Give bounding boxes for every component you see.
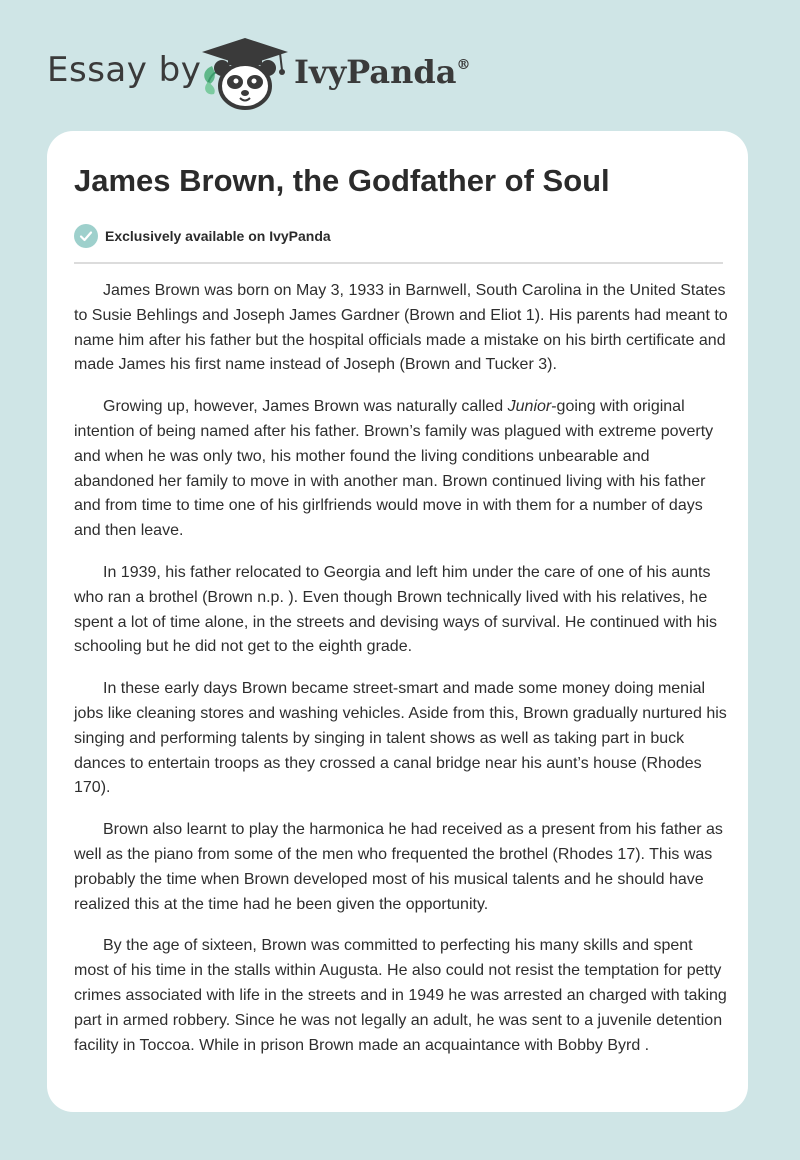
divider <box>74 262 723 264</box>
checkmark-icon <box>74 224 98 248</box>
registered-mark: ® <box>456 57 471 73</box>
panda-graduation-cap-icon[interactable] <box>200 36 290 112</box>
page-title: James Brown, the Godfather of Soul <box>74 163 610 198</box>
essay-by-label: Essay by <box>47 50 202 90</box>
exclusive-badge-label: Exclusively available on IvyPanda <box>105 228 331 244</box>
brand-name[interactable]: IvyPanda® <box>294 53 471 91</box>
paragraph: James Brown was born on May 3, 1933 in Barnwell, South Carolina in the United States to Susie Behlings and Joseph James Gardner (Brown and Eliot 1). His parents had meant to name him after his father but the hospital officials made a mistake on his birth certificate and made James his first name instead of Joseph (Brown and Tucker 3). <box>74 282 728 374</box>
essay-card <box>47 131 748 1112</box>
exclusive-badge <box>74 223 331 249</box>
paragraph: Growing up, however, James Brown was naturally called Junior-going with original intention of being named after his father. Brown’s family was plagued with extreme poverty and when he was only two, his mother found the living conditions unbearable and abandoned her family to move in with another man. Brown continued living with his father and from time to time one of his girlfriends would move in with them for a number of days and then leave. <box>74 398 714 540</box>
paragraph: Brown also learnt to play the harmonica he had received as a present from his father as well as the piano from some of the men who frequented the brothel (Rhodes 17). This was probably the time when Brown developed most of his musical talents and he should have realized this at the time had he been given the opportunity. <box>74 821 723 913</box>
site-header <box>0 0 800 130</box>
paragraph: In 1939, his father relocated to Georgia and left him under the care of one of his aunts who ran a brothel (Brown n.p. ). Even though Brown technically lived with his relatives, he spent a lot of time alone, in the streets and devising ways of survival. He continued with his schooling but he did not get to the eighth grade. <box>74 563 718 656</box>
paragraph: By the age of sixteen, Brown was committed to perfecting his many skills and spent most of his time in the stalls within Augusta. He also could not resist the temptation for petty crimes associated with life in the streets and in 1949 he was arrested an charged with taking part in armed robbery. Since he was not legally an adult, he was sent to a juvenile detention facility in Toccoa. While in prison Brown made an acquaintance with Bobby Byrd . <box>74 937 727 1054</box>
paragraph: In these early days Brown became street-smart and made some money doing menial jobs like cleaning stores and washing vehicles. Aside from this, Brown gradually nurtured his singing and performing talents by singing in talent shows as well as taking part in buck dances to entertain troops as they crossed a canal bridge near his aunt’s house (Rhodes 170). <box>74 680 727 797</box>
emphasis-junior: Junior <box>507 398 552 416</box>
essay-body <box>74 279 729 1075</box>
